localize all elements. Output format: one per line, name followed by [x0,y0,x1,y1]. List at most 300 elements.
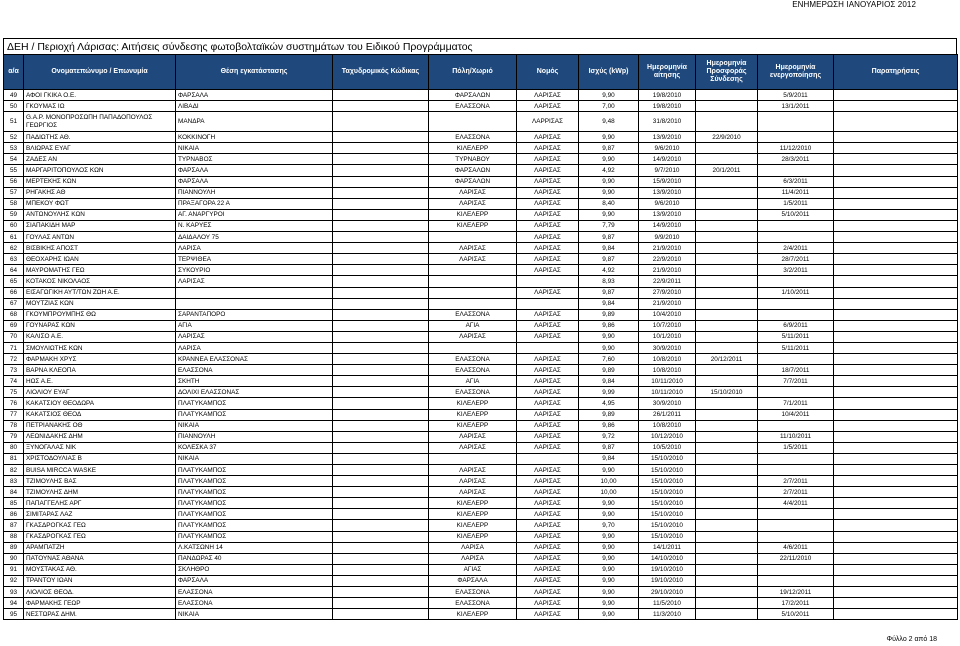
table-cell [696,409,758,420]
table-cell [834,154,958,165]
table-cell [333,165,429,176]
table-cell: 8,40 [579,198,639,209]
table-cell: BUISA MIRCCA WASKE [24,465,176,476]
table-cell: 21/9/2010 [639,298,696,309]
table-cell: 17/2/2011 [758,598,834,609]
table-cell: Λ.ΚΑΤΣΩΝΗ 14 [176,542,333,553]
table-cell: 10/12/2010 [639,431,696,442]
update-label: ΕΝΗΜΕΡΩΣΗ ΙΑΝΟΥΑΡΙΟΣ 2012 [792,0,916,9]
table-cell: ΣΜΟΥΛΙΩΤΗΣ ΚΩΝ [24,342,176,353]
table-cell: ΛΑΡΙΣΑΣ [517,587,579,598]
table-cell [834,254,958,265]
table-cell [333,112,429,132]
table-cell [696,143,758,154]
table-row [4,187,958,198]
table-cell: ΛΑΡΙΣΑΣ [429,476,517,487]
table-cell: 64 [4,265,24,276]
table-cell [696,398,758,409]
table-cell [696,176,758,187]
table-cell: 8,93 [579,276,639,287]
table-row [4,365,958,376]
table-row [4,143,958,154]
table-cell: 5/11/2011 [758,331,834,342]
column-header: Ημερομηνία Προσφοράς Σύνδεσης [696,55,758,90]
table-cell: ΝΙΚΑΙΑ [176,609,333,620]
table-cell: ΚΑΚΑΤΣΙΟΣ ΘΕΟΔ [24,409,176,420]
table-cell: 27/9/2010 [639,287,696,298]
table-row [4,90,958,101]
table-cell: 10/7/2010 [639,320,696,331]
table-cell: ΦΑΡΣΑΛΩΝ [429,176,517,187]
table-cell [696,531,758,542]
table-row [4,112,958,132]
table-cell: 56 [4,176,24,187]
table-cell: ΝΕΣΤΩΡΑΣ ΔΗΜ. [24,609,176,620]
table-cell [333,598,429,609]
table-cell: ΦΑΡΣΑΛΑ [429,575,517,586]
table-cell [333,365,429,376]
table-cell [333,453,429,464]
table-cell [834,342,958,353]
table-cell [696,112,758,132]
table-cell: 19/12/2011 [758,587,834,598]
table-cell: ΣΚΛΗΘΡΟ [176,564,333,575]
table-cell: ΖΑΔΕΣ ΑΝ [24,154,176,165]
table-cell [758,575,834,586]
table-cell [834,553,958,564]
table-cell: ΛΑΡΙΣΑΣ [429,431,517,442]
table-cell: ΓΚΟΥΜΑΣ ΙΩ [24,101,176,112]
table-cell: 10/8/2010 [639,354,696,365]
table-cell: 9,89 [579,309,639,320]
table-cell: ΛΑΡΙΣΑΣ [517,409,579,420]
table-cell [758,309,834,320]
table-cell: 9,90 [579,465,639,476]
table-cell: 13/9/2010 [639,187,696,198]
table-cell: ΛΑΡΙΣΑΣ [517,476,579,487]
table-cell: ΛΙΒΑΔΙ [176,101,333,112]
table-cell: ΛΑΡΙΣΑΣ [517,531,579,542]
table-cell: 9,90 [579,331,639,342]
table-cell: 11/4/2011 [758,187,834,198]
table-cell [758,387,834,398]
table-cell [834,487,958,498]
table-cell [758,112,834,132]
table-cell: 29/10/2010 [639,587,696,598]
table-cell: 75 [4,387,24,398]
table-cell: ΒΑΡΝΑ ΚΛΕΟΠΑ [24,365,176,376]
table-cell [696,154,758,165]
table-cell: ΕΛΑΣΣΟΝΑ [429,101,517,112]
table-cell [834,287,958,298]
table-cell: ΛΑΡΙΣΑΣ [517,365,579,376]
table-cell: 9,84 [579,376,639,387]
table-cell: ΛΑΡΡΙΣΑΣ [517,112,579,132]
table-row [4,220,958,231]
table-cell [696,276,758,287]
table-cell: ΓΟΥΝΑΡΑΣ ΚΩΝ [24,320,176,331]
table-cell [333,243,429,254]
table-cell [333,220,429,231]
table-cell: ΛΑΡΙΣΑΣ [517,442,579,453]
table-cell: 65 [4,276,24,287]
table-row [4,498,958,509]
table-cell [758,298,834,309]
table-cell: 15/10/2010 [639,498,696,509]
table-cell [696,365,758,376]
table-cell: ΠΙΑΝΝΟΥΛΗ [176,187,333,198]
table-cell: ΝΙΚΑΙΑ [176,453,333,464]
table-cell: ΛΑΡΙΣΑΣ [517,354,579,365]
table-cell: ΛΑΡΙΣΑ [429,553,517,564]
table-cell: 19/10/2010 [639,575,696,586]
table-cell: ΠΙΑΝΝΟΥΛΗ [176,431,333,442]
table-cell: 5/9/2011 [758,90,834,101]
table-row [4,209,958,220]
table-cell [696,232,758,243]
table-cell: 9,90 [579,609,639,620]
table-cell [696,320,758,331]
table-cell: ΚΙΛΕΛΕΡΡ [429,531,517,542]
table-cell [834,143,958,154]
table-cell: 9,87 [579,287,639,298]
table-row [4,531,958,542]
table-cell [333,609,429,620]
table-cell: 4,92 [579,165,639,176]
table-cell [834,376,958,387]
table-cell: 15/10/2010 [639,453,696,464]
table-cell: 51 [4,112,24,132]
table-cell: ΕΛΑΣΣΟΝΑ [429,132,517,143]
table-cell: ΠΛΑΤΥΚΑΜΠΟΣ [176,498,333,509]
table-cell: 9,90 [579,342,639,353]
table-cell [834,365,958,376]
table-cell: 11/3/2010 [639,609,696,620]
table-cell: ΛΑΡΙΣΑΣ [176,331,333,342]
table-cell [834,132,958,143]
table-cell: 5/11/2011 [758,342,834,353]
table-cell: 10/8/2010 [639,365,696,376]
table-cell: 82 [4,465,24,476]
table-cell: ΛΑΡΙΣΑΣ [517,143,579,154]
table-cell [696,220,758,231]
table-cell: ΠΑΠΑΓΓΕΛΗΣ ΑΡΓ [24,498,176,509]
table-cell: 7/1/2011 [758,398,834,409]
table-cell: ΑΝΤΩΝΟΥΛΗΣ ΚΩΝ [24,209,176,220]
table-cell: 21/9/2010 [639,243,696,254]
table-cell: 4/4/2011 [758,498,834,509]
table-row [4,398,958,409]
table-cell: 93 [4,587,24,598]
table-cell: ΠΛΑΤΥΚΑΜΠΟΣ [176,398,333,409]
table-cell: 15/10/2010 [639,520,696,531]
table-cell [333,187,429,198]
table-cell [696,376,758,387]
table-cell: ΤΕΡΨΙΘΕΑ [176,254,333,265]
table-cell: ΑΓΙΑ [176,320,333,331]
table-cell: 9,90 [579,587,639,598]
table-cell: ΕΛΑΣΣΟΝΑ [429,598,517,609]
table-cell [333,232,429,243]
table-cell: 49 [4,90,24,101]
table-cell: ΤΖΙΜΟΥΛΗΣ ΒΑΣ [24,476,176,487]
table-cell: 55 [4,165,24,176]
table-cell: ΛΑΡΙΣΑ [176,243,333,254]
table-cell: 10/4/2011 [758,409,834,420]
table-cell: 79 [4,431,24,442]
table-cell: ΦΑΡΣΑΛΩΝ [429,90,517,101]
table-row [4,420,958,431]
table-cell [333,520,429,531]
table-cell: ΤΖΙΜΟΥΛΗΣ ΔΗΜ [24,487,176,498]
table-row [4,609,958,620]
table-cell [834,542,958,553]
table-cell: 5/10/2011 [758,609,834,620]
table-cell: ΝΙΚΑΙΑ [176,143,333,154]
table-cell: ΣΥΚΟΥΡΙΟ [176,265,333,276]
table-cell: ΒΙΣΒΙΚΗΣ ΑΠΟΣΤ [24,243,176,254]
table-cell [333,276,429,287]
table-cell: 22/9/2010 [639,254,696,265]
table-cell: ΛΑΡΙΣΑΣ [517,553,579,564]
table-cell [834,309,958,320]
table-cell: 9,87 [579,143,639,154]
table-cell: 15/10/2010 [639,531,696,542]
table-cell: ΛΑΡΙΣΑΣ [429,465,517,476]
table-cell: ΕΛΑΣΣΟΝΑ [429,387,517,398]
table-cell: ΚΡΑΝΝΕΑ ΕΛΑΣΣΟΝΑΣ [176,354,333,365]
table-cell: 20/12/2011 [696,354,758,365]
table-cell: ΒΛΙΩΡΑΣ ΕΥΑΓ [24,143,176,154]
table-cell [429,265,517,276]
table-cell [696,198,758,209]
table-cell: ΑΓ. ΑΝΑΡΓΥΡΟΙ [176,209,333,220]
table-cell: ΛΙΟΛΙΟΥ ΕΥΑΓ [24,387,176,398]
table-cell [333,90,429,101]
table-cell [696,265,758,276]
table-cell [429,342,517,353]
table-cell: 1/5/2011 [758,442,834,453]
table-cell: ΚΙΛΕΛΕΡΡ [429,409,517,420]
column-header: α/α [4,55,24,90]
table-cell: ΚΙΛΕΛΕΡΡ [429,520,517,531]
table-cell [834,498,958,509]
table-cell: 9,89 [579,365,639,376]
table-cell: 58 [4,198,24,209]
table-cell: ΛΑΡΙΣΑΣ [517,487,579,498]
table-cell: 7/7/2011 [758,376,834,387]
table-cell: ΛΑΡΙΣΑΣ [517,154,579,165]
table-cell: 9,90 [579,90,639,101]
table-cell: 10/8/2010 [639,420,696,431]
table-cell: 10,00 [579,487,639,498]
table-cell: 87 [4,520,24,531]
table-cell: ΓΚΑΣΔΡΟΓΚΑΣ ΓΕΩ [24,520,176,531]
table-cell [834,564,958,575]
table-cell: ΛΑΡΙΣΑΣ [429,243,517,254]
table-cell: 30/9/2010 [639,398,696,409]
table-row [4,487,958,498]
table-cell: 92 [4,575,24,586]
table-cell: ΚΑΚΑΤΣΙΟΥ ΘΕΟΔΩΡΑ [24,398,176,409]
table-row [4,342,958,353]
table-cell [333,542,429,553]
table-cell [333,154,429,165]
table-cell [696,420,758,431]
table-cell: ΧΡΙΣΤΟΔΟΥΛΙΑΣ Β [24,453,176,464]
table-cell: ΛΑΡΙΣΑΣ [517,564,579,575]
table-cell: ΛΑΡΙΣΑ [429,542,517,553]
table-row [4,387,958,398]
table-cell [758,165,834,176]
table-row [4,265,958,276]
page-footer: Φύλλο 2 από 18 [886,636,937,643]
table-cell: 9/6/2010 [639,143,696,154]
table-cell: 13/9/2010 [639,132,696,143]
table-cell [758,354,834,365]
table-cell [333,309,429,320]
table-cell: 72 [4,354,24,365]
table-cell: 9,86 [579,420,639,431]
applications-table [3,54,958,620]
table-cell [696,587,758,598]
table-cell: 21/9/2010 [639,265,696,276]
table-cell: ΦΑΡΣΑΛΩΝ [429,165,517,176]
table-cell [758,132,834,143]
table-cell: 14/9/2010 [639,220,696,231]
table-cell: 50 [4,101,24,112]
table-cell: 15/10/2010 [639,476,696,487]
table-cell [696,331,758,342]
table-cell: 9,90 [579,598,639,609]
table-cell [758,232,834,243]
table-cell: 68 [4,309,24,320]
table-cell: ΠΛΑΤΥΚΑΜΠΟΣ [176,465,333,476]
table-cell [834,420,958,431]
table-cell [834,101,958,112]
table-cell: 22/9/2011 [639,276,696,287]
table-row [4,101,958,112]
table-cell: ΛΑΡΙΣΑΣ [517,520,579,531]
table-cell: 9/6/2010 [639,198,696,209]
table-row [4,287,958,298]
table-cell: 9,90 [579,575,639,586]
table-cell [429,276,517,287]
table-cell: 10/11/2010 [639,387,696,398]
table-cell: ΤΡΑΝΤΟΥ ΙΩΑΝ [24,575,176,586]
table-cell: ΠΛΑΤΥΚΑΜΠΟΣ [176,487,333,498]
table-cell [333,209,429,220]
table-cell: ΛΑΡΙΣΑΣ [429,487,517,498]
table-row [4,564,958,575]
table-cell [696,509,758,520]
table-cell: ΛΑΡΙΣΑΣ [429,254,517,265]
table-cell: ΑΡΑΜΠΑΤΖΗ [24,542,176,553]
table-cell [758,564,834,575]
table-cell: ΦΑΡΣΑΛΑ [176,90,333,101]
table-cell [333,465,429,476]
table-cell: 15/10/2010 [639,487,696,498]
table-cell [696,487,758,498]
table-cell: 26/1/2011 [639,409,696,420]
table-row [4,431,958,442]
table-cell: 7,79 [579,220,639,231]
table-cell [696,309,758,320]
table-cell: ΔΑΙΔΑΛΟΥ 75 [176,232,333,243]
table-cell [333,587,429,598]
table-cell: 10/5/2010 [639,442,696,453]
table-cell: ΛΑΡΙΣΑΣ [517,542,579,553]
table-cell: 19/10/2010 [639,564,696,575]
table-cell: ΕΛΑΣΣΟΝΑ [176,365,333,376]
table-cell: 9,70 [579,520,639,531]
table-cell [333,509,429,520]
table-cell: 15/10/2010 [696,387,758,398]
table-cell: 66 [4,287,24,298]
column-header: Ισχύς (kWp) [579,55,639,90]
table-cell [333,101,429,112]
table-cell: 9,90 [579,154,639,165]
table-cell: 63 [4,254,24,265]
table-row [4,520,958,531]
table-cell: 94 [4,598,24,609]
table-cell [696,101,758,112]
table-cell: 62 [4,243,24,254]
table-cell: ΦΑΡΣΑΛΑ [176,165,333,176]
table-cell: 74 [4,376,24,387]
table-cell: 69 [4,320,24,331]
table-cell [517,298,579,309]
table-cell [758,531,834,542]
table-cell: 30/9/2010 [639,342,696,353]
table-cell: ΛΑΡΙΣΑΣ [517,598,579,609]
table-cell [333,342,429,353]
table-cell [333,376,429,387]
table-cell [834,276,958,287]
table-cell: ΤΥΡΝΑΒΟΥ [429,154,517,165]
table-row [4,232,958,243]
table-cell: ΜΑΡΓΑΡΙΤΟΠΟΥΛΟΣ ΚΩΝ [24,165,176,176]
table-cell [429,298,517,309]
table-cell: ΛΑΡΙΣΑΣ [517,254,579,265]
table-cell: ΞΥΝΟΓΑΛΑΣ ΝΙΚ [24,442,176,453]
table-cell: ΚΙΛΕΛΕΡΡ [429,509,517,520]
table-cell: ΚΙΛΕΛΕΡΡ [429,143,517,154]
page-title: ΔΕΗ / Περιοχή Λάρισας: Αιτήσεις σύνδεσης φωτοβολταϊκών συστημάτων του Ειδικού Προγράμματος [3,38,957,54]
table-row [4,154,958,165]
table-cell [333,298,429,309]
table-cell: ΔΟΛΙΧΙ ΕΛΑΣΣΟΝΑΣ [176,387,333,398]
table-cell: 2/7/2011 [758,487,834,498]
table-cell [834,220,958,231]
table-row [4,254,958,265]
table-cell [696,287,758,298]
table-cell: 9,87 [579,232,639,243]
table-cell [834,520,958,531]
table-cell [696,342,758,353]
table-cell: ΛΙΟΛΙΟΣ ΘΕΟΔ. [24,587,176,598]
table-cell: ΛΑΡΙΣΑΣ [517,498,579,509]
table-cell: ΕΛΑΣΣΟΝΑ [176,598,333,609]
table-cell: ΛΑΡΙΣΑΣ [517,387,579,398]
table-cell [758,520,834,531]
table-cell: 9,86 [579,320,639,331]
table-cell: 76 [4,398,24,409]
table-cell: ΛΑΡΙΣΑΣ [517,165,579,176]
table-cell: 11/5/2010 [639,598,696,609]
table-cell: ΚΙΛΕΛΕΡΡ [429,398,517,409]
table-cell: ΛΑΡΙΣΑ [176,342,333,353]
